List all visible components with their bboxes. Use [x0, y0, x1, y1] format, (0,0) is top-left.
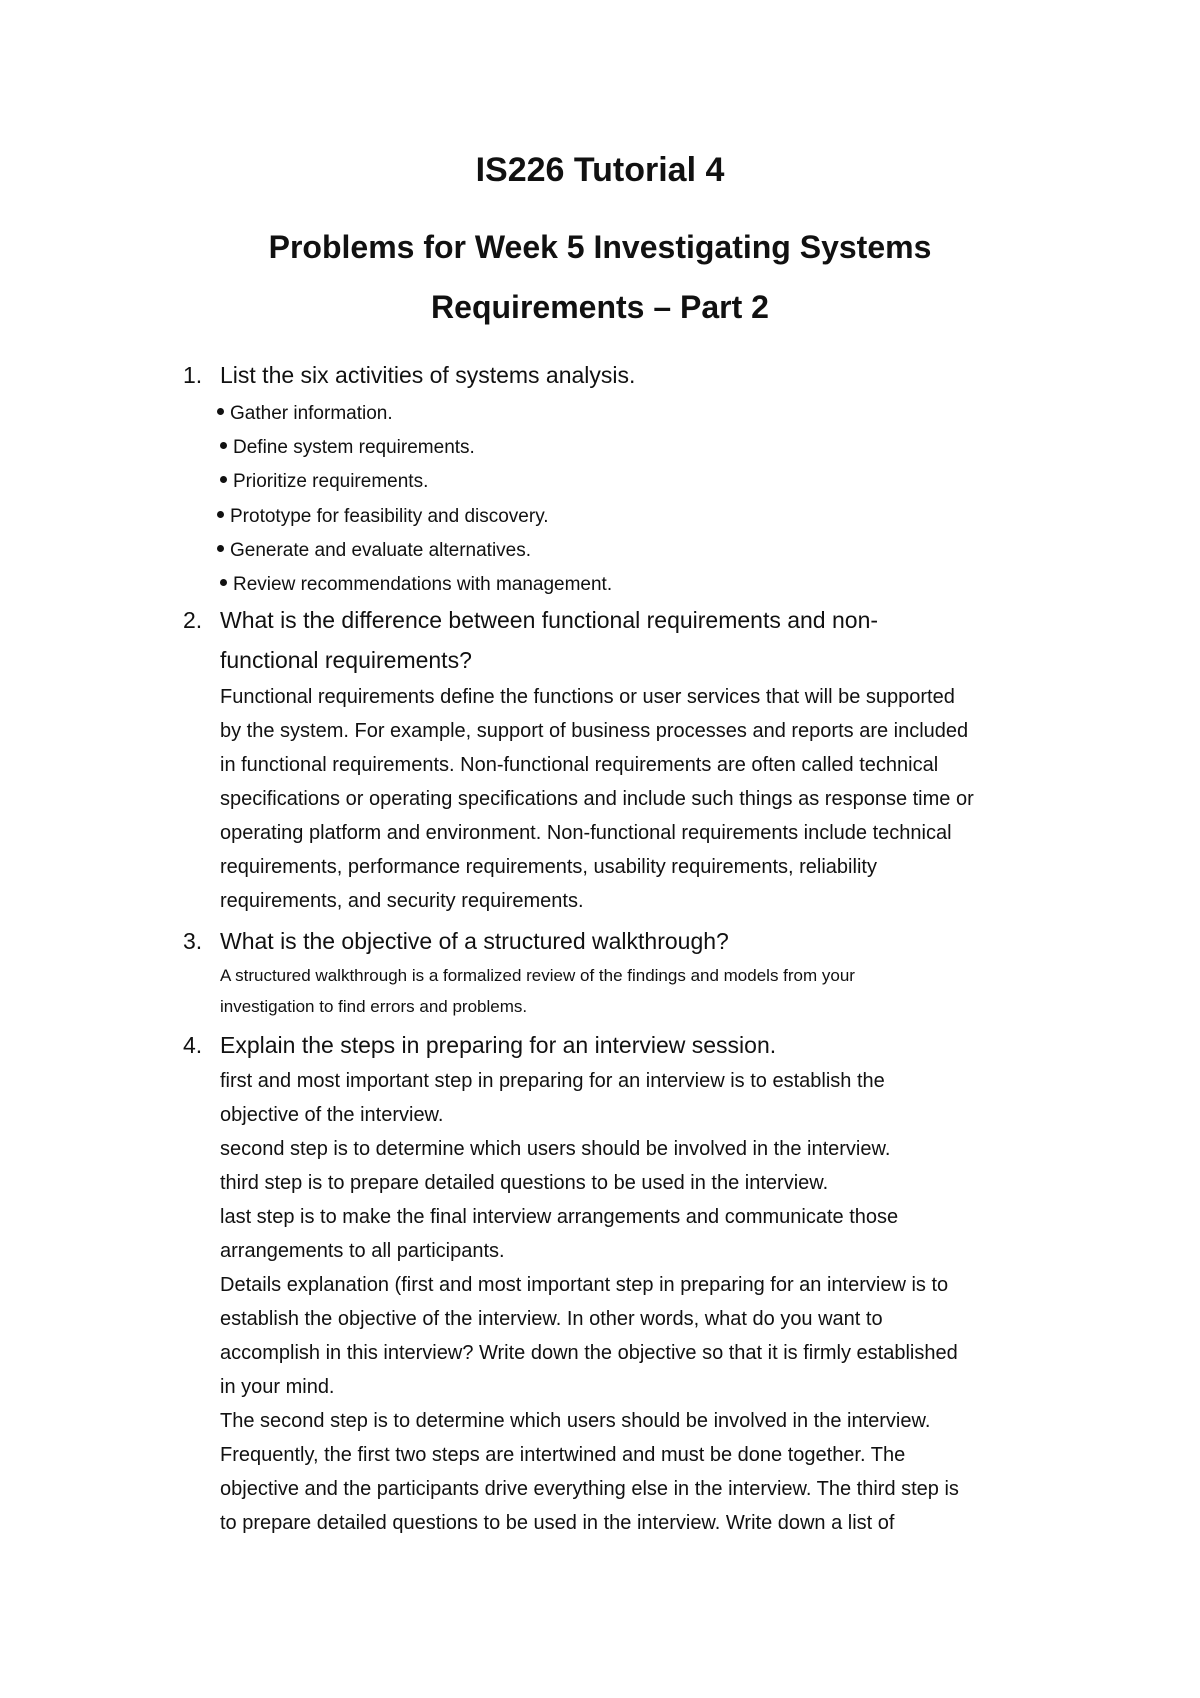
answer-line: A structured walkthrough is a formalized review of the findings and models from your: [220, 966, 855, 985]
answer-line: in functional requirements. Non-functional requirements are often called technical: [220, 754, 939, 776]
bullet-icon: [217, 408, 224, 415]
bullet-icon: [220, 442, 227, 449]
answer-line: arrangements to all participants.: [220, 1240, 505, 1262]
document-title: IS226 Tutorial 4: [475, 151, 725, 189]
question-number: 1.: [183, 362, 203, 388]
answer-line: Frequently, the first two steps are intertwined and must be done together. The: [220, 1444, 906, 1466]
answer-line: accomplish in this interview? Write down the objective so that it is firmly established: [220, 1342, 958, 1364]
answer-line: objective and the participants drive everything else in the interview. The third step is: [220, 1478, 959, 1500]
answer-line: in your mind.: [220, 1376, 335, 1398]
answer-line: first and most important step in preparing for an interview is to establish the: [220, 1070, 885, 1092]
answer-line: Details explanation (first and most important step in preparing for an interview is to: [220, 1274, 949, 1296]
bullet-item: Gather information.: [217, 402, 393, 426]
question-text-line: functional requirements?: [220, 647, 472, 673]
question-text: Explain the steps in preparing for an interview session.: [220, 1032, 777, 1058]
bullet-icon: [217, 511, 224, 518]
answer-line: specifications or operating specifications and include such things as response time or: [220, 788, 974, 810]
answer-line: third step is to prepare detailed questions to be used in the interview.: [220, 1172, 829, 1194]
answer-line: to prepare detailed questions to be used in the interview. Write down a list of: [220, 1512, 895, 1534]
bullet-item: Define system requirements.: [220, 436, 475, 460]
answer-line: investigation to find errors and problems.: [220, 997, 528, 1016]
question-number: 2.: [183, 607, 203, 633]
bullet-item: Prototype for feasibility and discovery.: [217, 505, 549, 529]
answer-line: requirements, performance requirements, usability requirements, reliability: [220, 856, 877, 878]
answer-line: objective of the interview.: [220, 1104, 444, 1126]
bullet-item: Prioritize requirements.: [220, 470, 428, 494]
bullet-item: Generate and evaluate alternatives.: [217, 539, 531, 563]
answer-line: second step is to determine which users should be involved in the interview.: [220, 1138, 891, 1160]
document-subtitle-line-1: Problems for Week 5 Investigating Systems: [268, 229, 932, 265]
answer-line: requirements, and security requirements.: [220, 890, 584, 912]
answer-line: establish the objective of the interview. In other words, what do you want to: [220, 1308, 883, 1330]
document-subtitle-line-2: Requirements – Part 2: [431, 289, 769, 325]
question-text: What is the objective of a structured walkthrough?: [220, 928, 729, 954]
question-number: 3.: [183, 928, 203, 954]
answer-line: The second step is to determine which users should be involved in the interview.: [220, 1410, 931, 1432]
bullet-icon: [217, 545, 224, 552]
bullet-item: Review recommendations with management.: [220, 573, 612, 597]
bullet-icon: [220, 579, 227, 586]
bullet-icon: [220, 476, 227, 483]
answer-line: operating platform and environment. Non-functional requirements include technical: [220, 822, 952, 844]
question-text: List the six activities of systems analysis.: [220, 362, 636, 388]
answer-line: Functional requirements define the functions or user services that will be supported: [220, 686, 955, 708]
answer-line: by the system. For example, support of business processes and reports are included: [220, 720, 969, 742]
question-text-line: What is the difference between functional requirements and non-: [220, 607, 879, 633]
answer-line: last step is to make the final interview arrangements and communicate those: [220, 1206, 899, 1228]
question-number: 4.: [183, 1032, 203, 1058]
